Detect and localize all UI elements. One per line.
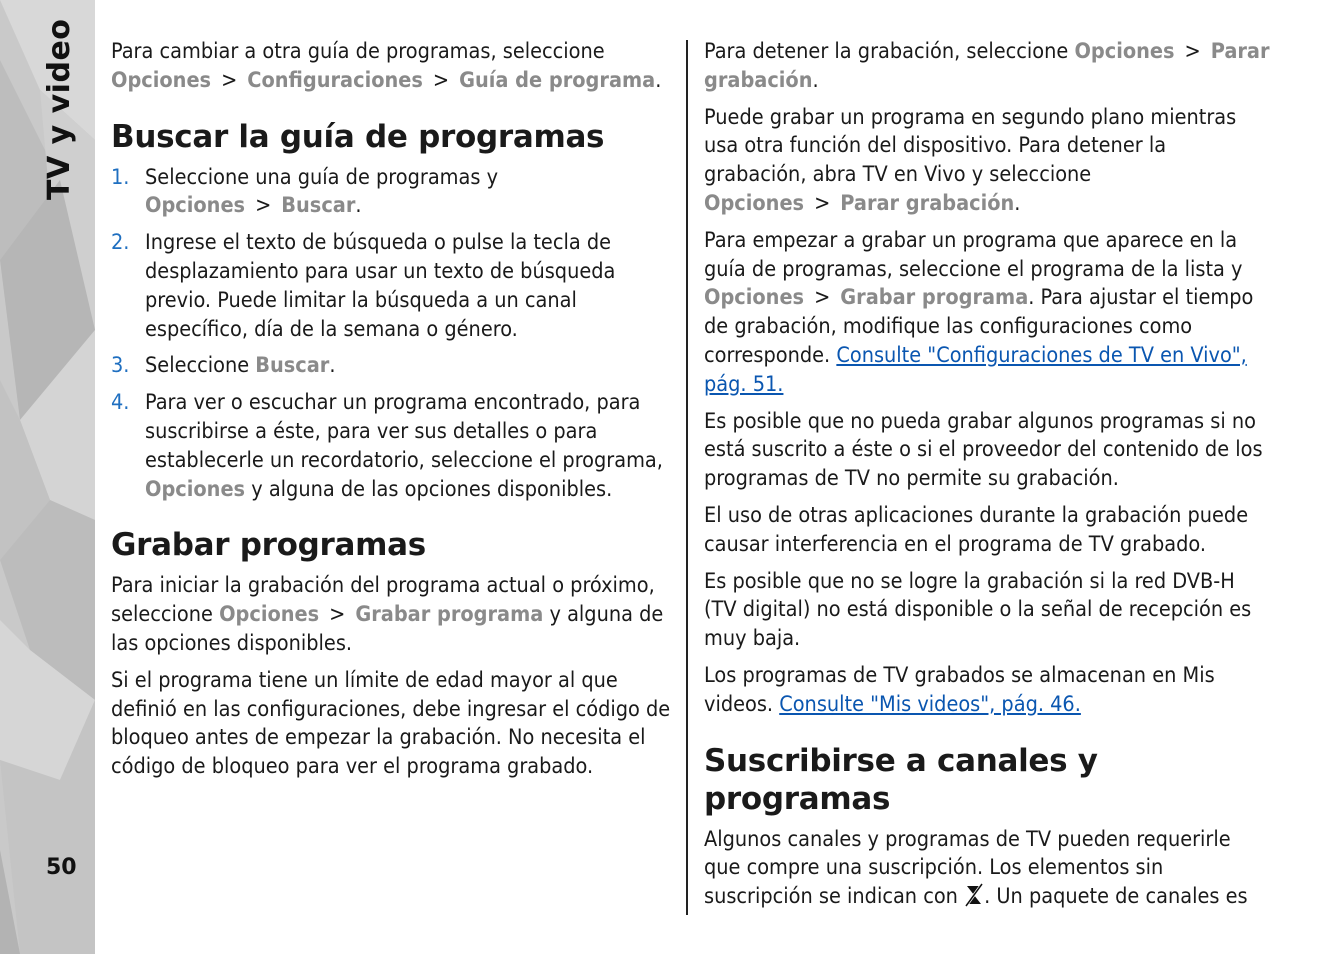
paragraph: El uso de otras aplicaciones durante la grabación puede causar interferencia en el programa de TV grabado. (704, 502, 1249, 557)
heading-suscribirse: Suscribirse a canales y programas (704, 742, 1098, 817)
paragraph: Para detener la grabación, seleccione Opciones > Parar grabación. (704, 39, 1270, 93)
link-mis-videos[interactable]: Consulte "Mis videos", pág. 46. (779, 691, 1081, 717)
menu-configuraciones: Configuraciones (247, 67, 423, 93)
chapter-title: TV y video (42, 18, 77, 200)
list-item: 3. Seleccione Buscar. (111, 353, 336, 379)
heading-grabar-programas: Grabar programas (111, 527, 426, 564)
left-column (111, 38, 677, 790)
column-divider (686, 40, 688, 915)
link-configuraciones-tv[interactable]: Consulte "Configuraciones de TV en Vivo", pág. 51. (704, 342, 1247, 397)
paragraph: Es posible que no se logre la grabación si la red DVB-H (TV digital) no está disponible o la señal de recepción es muy baja. (704, 568, 1252, 652)
heading-buscar-guia: Buscar la guía de programas (111, 118, 605, 155)
paragraph: Para iniciar la grabación del programa actual o próximo, seleccione Opciones > Grabar programa y alguna de las opciones disponibles. (111, 573, 664, 656)
steps-list (111, 164, 677, 505)
paragraph: Es posible que no pueda grabar algunos programas si no está suscrito a éste o si el proveedor del contenido de los programas de TV no permite su grabación. (704, 408, 1263, 492)
sidebar (0, 0, 95, 954)
list-item: 2. Ingrese el texto de búsqueda o pulse la tecla de desplazamiento para usar un texto de búsqueda previo. Puede limitar la búsqueda a un canal específico, día de la semana o género. (111, 230, 616, 342)
list-item: 4. Para ver o escuchar un programa encontrado, para suscribirse a éste, para ver sus detalles o para establecerle un recordatorio, seleccione el programa, Opciones y alguna de las opciones disponibles. (111, 390, 663, 502)
paragraph: Si el programa tiene un límite de edad mayor al que definió en las configuraciones, debe ingresar el código de bloqueo antes de empezar la grabación. No necesita el código de bloqueo para ver el programa grabado. (111, 667, 671, 780)
paragraph: Puede grabar un programa en segundo plano mientras usa otra función del dispositivo. Para detener la grabación, abra TV en Vivo y seleccione Opciones > Parar grabación. (704, 104, 1237, 216)
right-column (704, 38, 1272, 920)
no-subscription-icon (964, 883, 984, 907)
menu-opciones: Opciones (111, 67, 212, 93)
list-item: 1. Seleccione una guía de programas y Opciones > Buscar. (111, 164, 499, 219)
intro-paragraph: Para cambiar a otra guía de programas, seleccione Opciones > Configuraciones > Guía de programa. (111, 39, 662, 93)
paragraph: Para empezar a grabar un programa que aparece en la guía de programas, seleccione el programa de la lista y Opciones > Grabar programa. Para ajustar el tiempo de grabación, modifique las configuraciones como corresponde. Consulte "Configuraciones de TV en Vivo", pág. 51. (704, 227, 1254, 397)
menu-guia-de-programa: Guía de programa (459, 67, 656, 93)
page-number: 50 (46, 855, 77, 880)
paragraph: Algunos canales y programas de TV pueden requerirle que compre una suscripción. Los elementos sin suscripción se indican con . Un paquete de canales es (704, 826, 1248, 910)
paragraph: Los programas de TV grabados se almacenan en Mis videos. Consulte "Mis videos", pág. 46. (704, 662, 1215, 717)
